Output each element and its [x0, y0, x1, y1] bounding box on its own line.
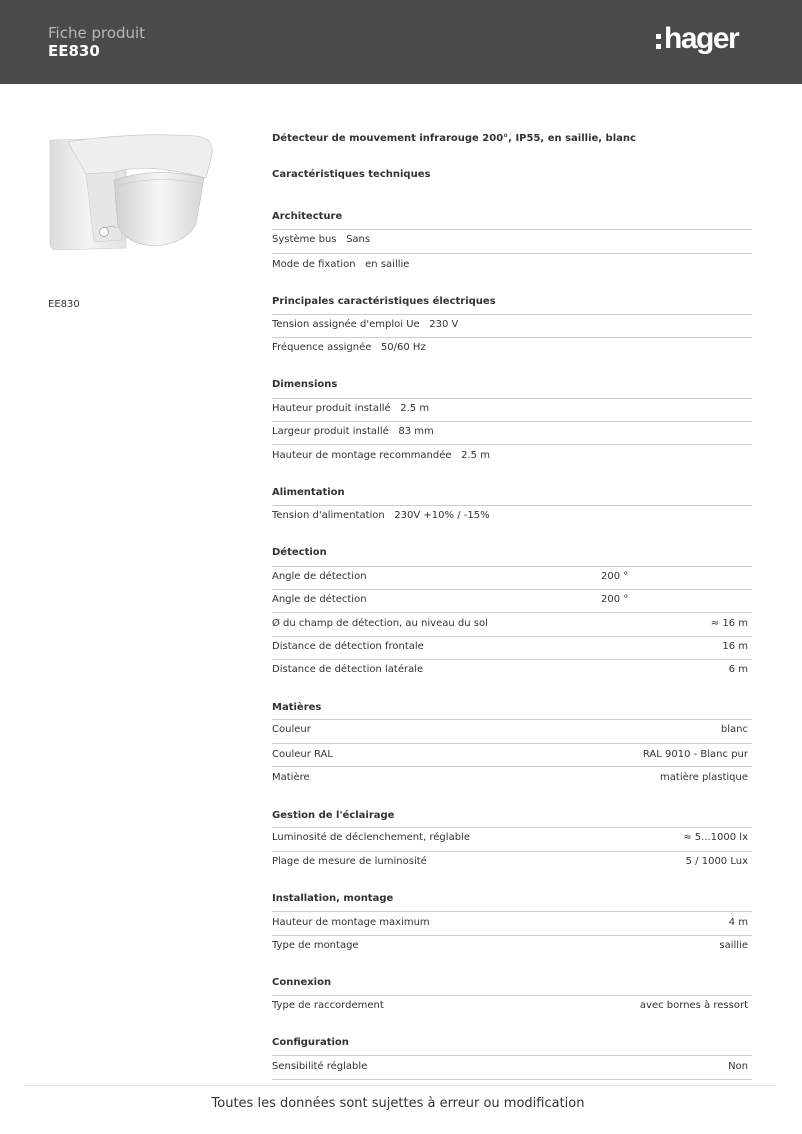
- spec-row: [272, 450, 752, 461]
- divider: [272, 314, 752, 315]
- hager-logo: [656, 22, 738, 56]
- section-title-detection: Détection: [272, 547, 327, 558]
- spec-value: RAL 9010 - Blanc pur: [642, 749, 748, 760]
- section-title-configuration: Configuration: [272, 1037, 349, 1048]
- spec-label: Ø du champ de détection, au niveau du sol: [272, 618, 488, 629]
- spec-row: [272, 1000, 752, 1011]
- divider: [272, 743, 752, 744]
- product-reference: EE830: [48, 42, 100, 60]
- divider: [272, 253, 752, 254]
- section-title-lighting: Gestion de l'éclairage: [272, 810, 395, 821]
- spec-row: [272, 664, 752, 675]
- divider: [272, 766, 752, 767]
- divider: [272, 659, 752, 660]
- spec-label: Couleur RAL: [272, 749, 333, 760]
- document-type: Fiche produit: [48, 24, 146, 42]
- section-title-connection: Connexion: [272, 977, 332, 988]
- divider: [272, 827, 752, 828]
- divider: [272, 444, 752, 445]
- spec-row: [272, 342, 752, 353]
- spec-value: 6 m: [728, 664, 748, 675]
- spec-row: [272, 594, 752, 605]
- spec-value: 83 mm: [398, 426, 434, 437]
- spec-label: Hauteur de montage recommandée: [272, 450, 452, 461]
- spec-label: Sensibilité réglable: [272, 1061, 368, 1072]
- spec-row: [272, 724, 752, 735]
- section-title-dimensions: Dimensions: [272, 379, 338, 390]
- spec-value: matière plastique: [660, 772, 748, 783]
- spec-row: [272, 772, 752, 783]
- divider: [272, 398, 752, 399]
- spec-row: [272, 856, 752, 867]
- spec-label: Matière: [272, 772, 310, 783]
- spec-row: [272, 1061, 752, 1072]
- spec-row: [272, 234, 752, 245]
- divider: [272, 995, 752, 996]
- spec-value: 50/60 Hz: [380, 342, 426, 353]
- divider: [272, 612, 752, 613]
- spec-value: 200 °: [601, 571, 629, 582]
- product-code: EE830: [48, 299, 80, 310]
- spec-label: Tension assignée d'emploi Ue: [272, 319, 420, 330]
- section-title-power: Alimentation: [272, 487, 345, 498]
- spec-label: Système bus: [272, 234, 337, 245]
- divider: [272, 421, 752, 422]
- spec-row: [272, 259, 752, 270]
- divider: [272, 935, 752, 936]
- brand-name: hager: [664, 22, 739, 55]
- spec-label: Distance de détection latérale: [272, 664, 424, 675]
- product-image: [46, 128, 216, 256]
- spec-label: Plage de mesure de luminosité: [272, 856, 427, 867]
- spec-row: [272, 641, 752, 652]
- spec-row: [272, 403, 752, 414]
- logo-dots-icon: [656, 34, 661, 49]
- spec-value: blanc: [720, 724, 748, 735]
- spec-value: 230V +10% / -15%: [394, 510, 490, 521]
- spec-label: Mode de fixation: [272, 259, 356, 270]
- spec-value: 5 / 1000 Lux: [685, 856, 748, 867]
- divider: [272, 719, 752, 720]
- spec-row: [272, 832, 752, 843]
- spec-value: Sans: [346, 234, 371, 245]
- spec-value: en saillie: [365, 259, 410, 270]
- spec-value: ≈ 16 m: [710, 618, 748, 629]
- spec-label: Luminosité de déclenchement, réglable: [272, 832, 470, 843]
- footer-disclaimer: Toutes les données sont sujettes à erreur ou modification: [211, 1096, 585, 1111]
- spec-label: Distance de détection frontale: [272, 641, 424, 652]
- spec-row: [272, 940, 752, 951]
- divider: [272, 505, 752, 506]
- divider: [272, 589, 752, 590]
- spec-label: Hauteur produit installé: [272, 403, 391, 414]
- spec-label: Largeur produit installé: [272, 426, 389, 437]
- divider: [272, 911, 752, 912]
- spec-value: saillie: [719, 940, 748, 951]
- spec-row: [272, 917, 752, 928]
- divider: [272, 229, 752, 230]
- section-title-installation: Installation, montage: [272, 893, 394, 904]
- technical-heading: Caractéristiques techniques: [272, 169, 431, 180]
- spec-label: Hauteur de montage maximum: [272, 917, 430, 928]
- spec-label: Couleur: [272, 724, 311, 735]
- divider: [272, 1079, 752, 1080]
- spec-value: ≈ 5...1000 lx: [683, 832, 748, 843]
- spec-value: 230 V: [429, 319, 459, 330]
- divider: [272, 1055, 752, 1056]
- section-title-materials: Matières: [272, 702, 322, 713]
- spec-value: 2.5 m: [461, 450, 490, 461]
- spec-value: 200 °: [601, 594, 629, 605]
- divider: [272, 337, 752, 338]
- spec-row: [272, 426, 752, 437]
- spec-label: Angle de détection: [272, 594, 367, 605]
- spec-value: Non: [728, 1061, 748, 1072]
- footer-divider: [24, 1085, 776, 1086]
- spec-label: Type de montage: [272, 940, 359, 951]
- section-title-electrical: Principales caractéristiques électriques: [272, 296, 496, 307]
- spec-row: [272, 319, 752, 330]
- spec-row: [272, 510, 752, 521]
- spec-value: 16 m: [722, 641, 748, 652]
- spec-label: Type de raccordement: [272, 1000, 384, 1011]
- spec-value: avec bornes à ressort: [639, 1000, 748, 1011]
- spec-label: Angle de détection: [272, 571, 367, 582]
- divider: [272, 636, 752, 637]
- product-title: Détecteur de mouvement infrarouge 200°, IP55, en saillie, blanc: [272, 133, 636, 144]
- spec-row: [272, 618, 752, 629]
- divider: [272, 851, 752, 852]
- spec-row: [272, 571, 752, 582]
- spec-value: 4 m: [728, 917, 748, 928]
- page-header: [0, 0, 802, 84]
- divider: [272, 566, 752, 567]
- spec-row: [272, 749, 752, 760]
- spec-label: Tension d'alimentation: [272, 510, 385, 521]
- spec-value: 2.5 m: [400, 403, 430, 414]
- section-title-architecture: Architecture: [272, 211, 343, 222]
- spec-label: Fréquence assignée: [272, 342, 372, 353]
